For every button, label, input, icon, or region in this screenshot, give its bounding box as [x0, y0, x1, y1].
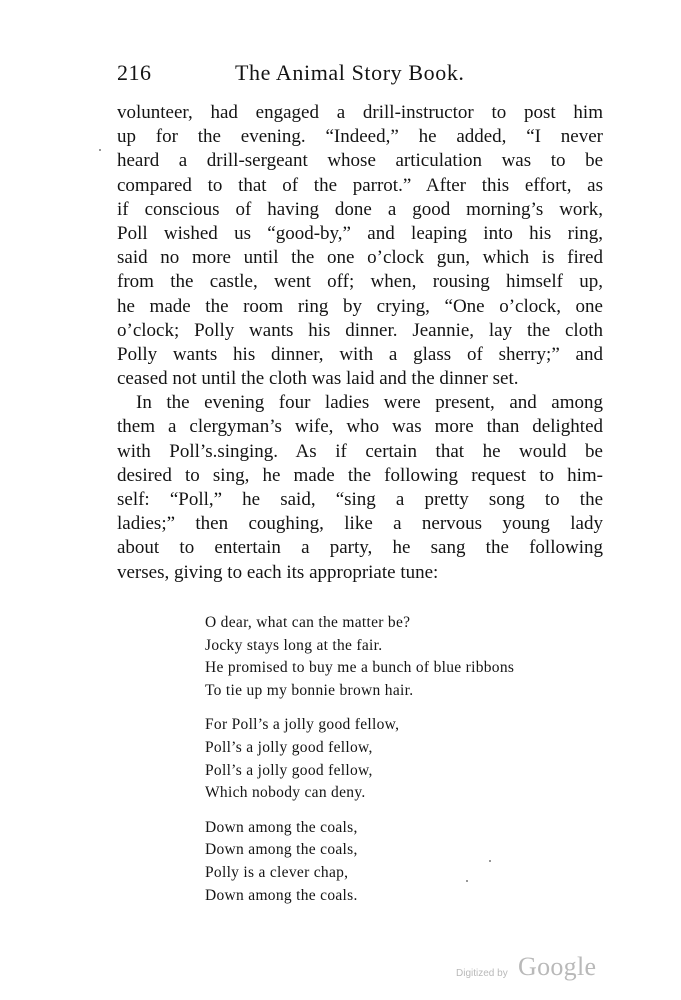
text-line: about to entertain a party, he sang the following — [117, 537, 603, 559]
verse-line: To tie up my bonnie brown hair. — [205, 681, 414, 699]
text-line: heard a drill-sergeant whose articulation was to be — [117, 150, 603, 172]
stanza-2 — [205, 714, 514, 804]
text-line: them a clergyman’s wife, who was more than delighted — [117, 416, 603, 438]
verse-line: Polly is a clever chap, — [205, 863, 349, 881]
text-line: if conscious of having done a good morning’s work, — [117, 198, 603, 220]
song-verses — [205, 612, 514, 919]
text-line: verses, giving to each its appropriate tune: — [117, 561, 439, 583]
verse-line: Which nobody can deny. — [205, 784, 366, 802]
text-line: self: “Poll,” he said, “sing a pretty song to the — [117, 489, 603, 510]
text-line: he made the room ring by crying, “One o’clock, one — [117, 295, 603, 317]
text-line: ceased not until the cloth was laid and the dinner set. — [117, 368, 519, 390]
paragraph-start-line: In the evening four ladies were present, and among — [136, 392, 603, 414]
verse-line: Poll’s a jolly good fellow, — [205, 761, 373, 779]
running-title: The Animal Story Book. — [235, 60, 465, 85]
verse-line: Down among the coals, — [205, 841, 358, 859]
page-number: 216 — [117, 60, 152, 85]
verse-line: Poll’s a jolly good fellow, — [205, 738, 373, 756]
page-header — [117, 60, 603, 94]
watermark-prefix: Digitized by — [456, 968, 508, 979]
text-line: volunteer, had engaged a drill-instructor to post him — [117, 102, 603, 123]
verse-line: He promised to buy me a bunch of blue ribbons — [205, 659, 515, 677]
verse-line: For Poll’s a jolly good fellow, — [205, 716, 400, 734]
text-line: desired to sing, he made the following request to him- — [117, 464, 603, 486]
print-speck — [99, 149, 101, 151]
verse-line: Jocky stays long at the fair. — [205, 636, 383, 654]
print-speck — [466, 880, 468, 882]
text-line: with Poll’s.singing. As if certain that he would be — [117, 440, 603, 462]
stanza-1 — [205, 612, 514, 702]
text-line: ladies;” then coughing, like a nervous young lady — [117, 513, 603, 535]
text-line: compared to that of the parrot.” After this effort, as — [117, 174, 603, 196]
verse-line: Down among the coals. — [205, 886, 358, 904]
body-text — [117, 101, 603, 585]
verse-line: Down among the coals, — [205, 818, 358, 836]
text-line: o’clock; Polly wants his dinner. Jeannie, lay the cloth — [117, 319, 603, 341]
text-line: from the castle, went off; when, rousing himself up, — [117, 271, 603, 293]
text-line: up for the evening. “Indeed,” he added, “I never — [117, 126, 603, 148]
verse-line: O dear, what can the matter be? — [205, 614, 411, 631]
google-logo: Google — [518, 952, 597, 981]
text-line: Polly wants his dinner, with a glass of sherry;” and — [117, 343, 603, 365]
text-line: said no more until the one o’clock gun, which is fired — [117, 247, 603, 269]
print-speck — [489, 860, 491, 862]
text-line: Poll wished us “good-by,” and leaping into his ring, — [117, 222, 603, 244]
stanza-3 — [205, 817, 514, 907]
